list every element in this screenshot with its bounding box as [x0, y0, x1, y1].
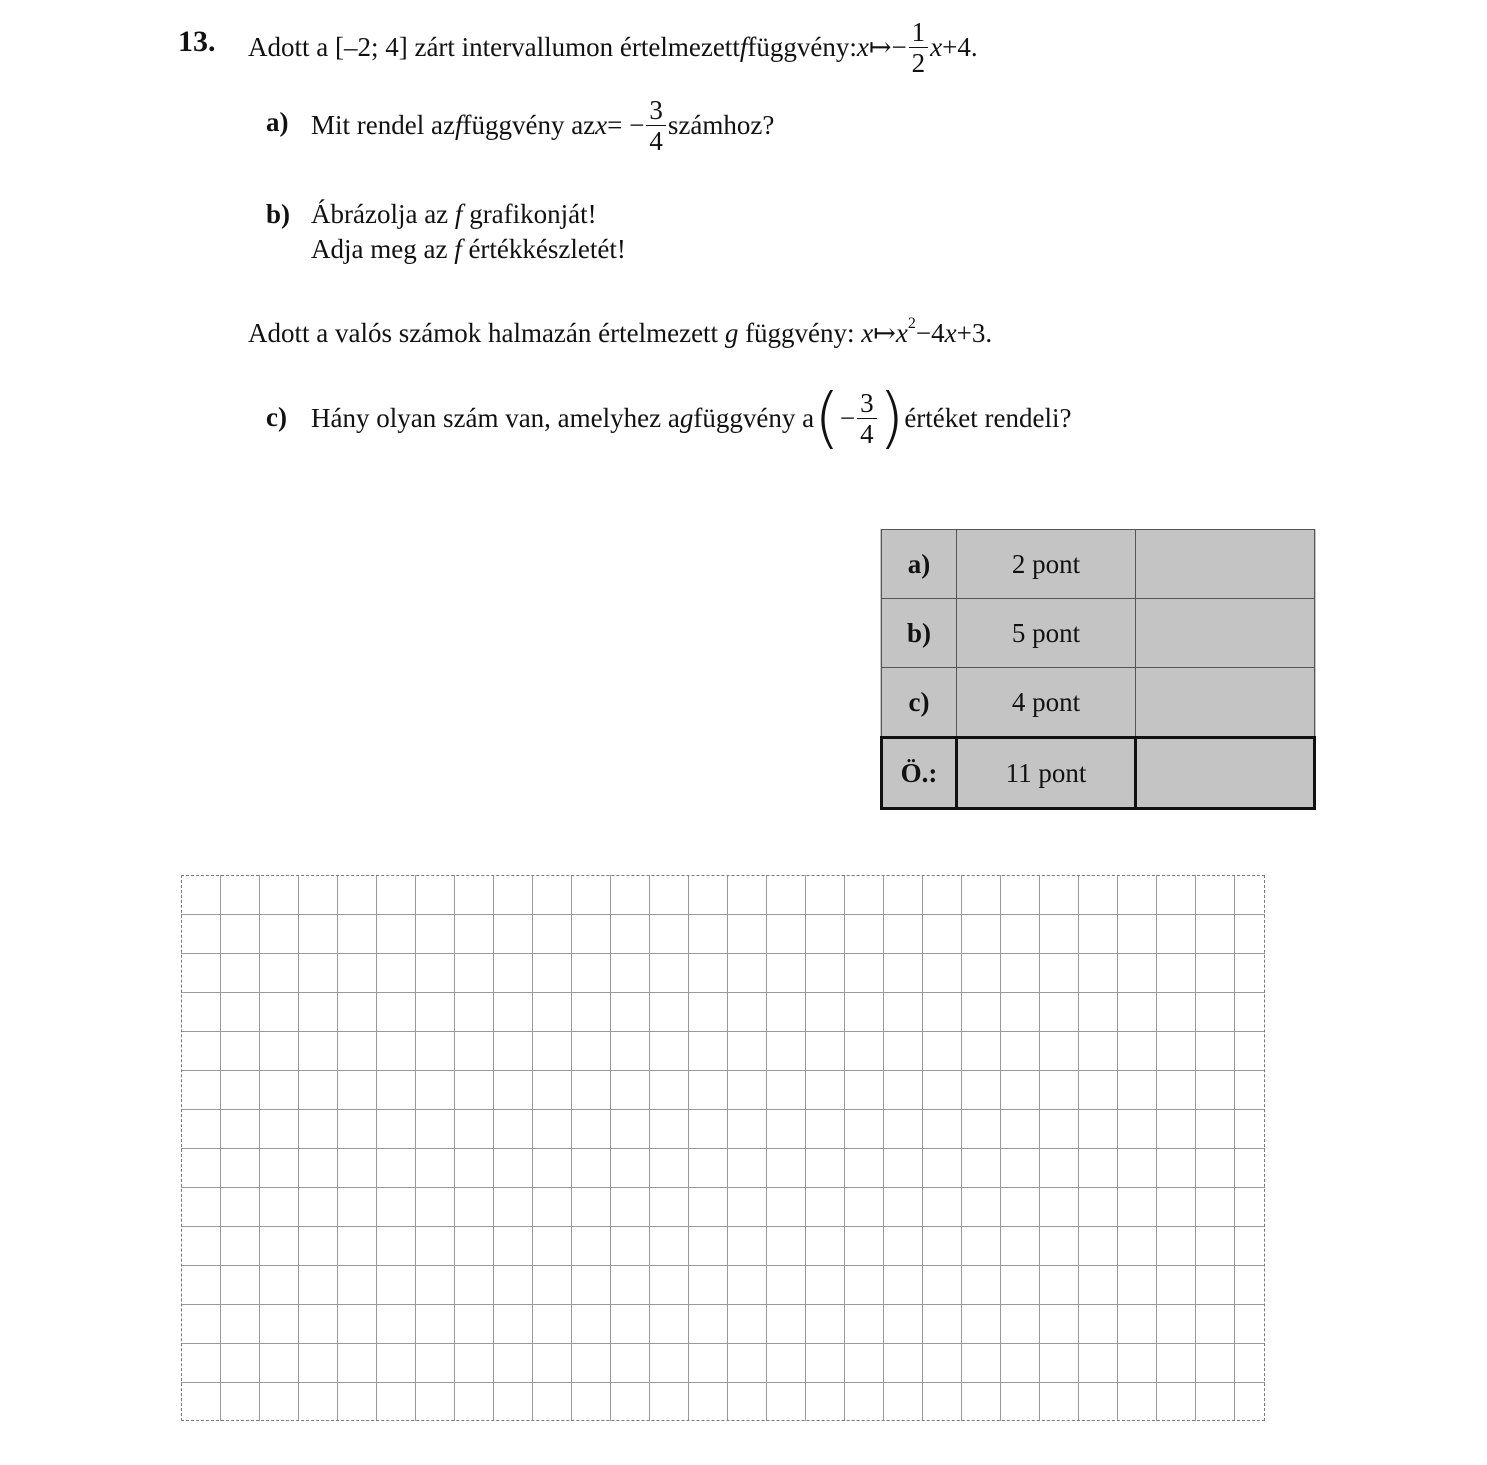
score-points: 5 pont	[957, 599, 1136, 668]
fraction-numerator: 3	[857, 388, 877, 419]
x-var-3: x	[944, 318, 957, 348]
score-row	[882, 668, 1315, 738]
g-constant: +3	[956, 318, 986, 348]
f-name: f	[454, 110, 463, 140]
part-a-text: Mit rendel az	[311, 110, 455, 140]
equals-minus: = −	[607, 110, 645, 140]
problem-number: 13.	[178, 25, 216, 58]
minus-sign: −	[891, 32, 907, 62]
minus-sign: −	[839, 403, 856, 433]
f-constant: +4	[942, 32, 971, 62]
part-a-label: a)	[266, 107, 289, 137]
score-part: a)	[882, 530, 957, 599]
f-name: f	[739, 32, 748, 62]
score-earned-cell[interactable]	[1136, 668, 1315, 738]
f-var-2: x	[930, 32, 943, 62]
x-var: x	[861, 318, 874, 348]
fraction-numerator: 1	[909, 17, 929, 48]
score-total-points: 11 pont	[957, 738, 1136, 809]
part-b-line-1-post: grafikonját!	[462, 199, 597, 229]
x-var-2: x	[895, 318, 908, 348]
part-a-tail: számhoz?	[667, 110, 775, 140]
fraction-denominator: 4	[860, 418, 874, 449]
f-period: .	[970, 32, 978, 62]
maps-to-symbol: ↦	[868, 32, 892, 62]
answer-grid[interactable]	[181, 875, 1265, 1421]
part-c-text: Hány olyan szám van, amelyhez a	[311, 403, 680, 433]
f-var: x	[856, 32, 869, 62]
part-b-line-1-pre: Ábrázolja az	[311, 199, 455, 229]
left-parenthesis: (	[814, 379, 840, 456]
g-intro-text-2: függvény:	[738, 318, 862, 348]
fraction-numerator: 3	[646, 95, 666, 126]
f-name: f	[454, 199, 463, 229]
part-c-tail: értéket rendeli?	[904, 403, 1072, 433]
right-parenthesis: )	[878, 379, 905, 456]
part-c-question	[311, 379, 1072, 456]
score-part: b)	[882, 599, 957, 668]
part-b-label: b)	[266, 199, 291, 229]
f-name: f	[454, 234, 462, 264]
maps-to-symbol: ↦	[873, 318, 896, 348]
g-period: .	[985, 318, 993, 348]
score-table	[880, 529, 1316, 810]
f-intro-text-2: függvény:	[747, 32, 857, 62]
score-row	[882, 599, 1315, 668]
f-intro-text: Adott a [–2; 4] zárt intervallumon értelmezett	[248, 32, 740, 62]
score-total-row	[882, 738, 1315, 809]
score-earned-cell[interactable]	[1136, 599, 1315, 668]
part-b-line-2-pre: Adja meg az	[311, 234, 455, 264]
part-c-text-2: függvény a	[693, 403, 815, 433]
score-points: 2 pont	[957, 530, 1136, 599]
fraction-three-quarters	[857, 388, 877, 449]
g-definition	[248, 308, 992, 349]
x-var: x	[595, 110, 608, 140]
fraction-three-quarters	[646, 95, 666, 156]
part-b-line-2-post: értékkészletét!	[461, 234, 626, 264]
g-linear-coeff: −4	[915, 318, 945, 348]
g-name: g	[679, 403, 694, 433]
score-part: c)	[882, 668, 957, 738]
fraction-denominator: 2	[911, 47, 926, 78]
exponent: 2	[907, 315, 916, 332]
part-b-line-1	[311, 198, 597, 230]
part-a-text-2: függvény az	[462, 110, 596, 140]
score-total-earned-cell[interactable]	[1136, 738, 1315, 809]
score-row	[882, 530, 1315, 599]
part-b-line-2	[311, 233, 626, 265]
part-c-label: c)	[266, 402, 287, 432]
score-total-label: Ö.:	[882, 738, 957, 809]
fraction-denominator: 4	[649, 125, 663, 156]
score-points: 4 pont	[957, 668, 1136, 738]
part-a-question	[311, 90, 774, 160]
fraction-one-half	[909, 17, 929, 78]
f-definition	[248, 12, 978, 82]
score-earned-cell[interactable]	[1136, 530, 1315, 599]
g-intro-text: Adott a valós számok halmazán értelmezett	[248, 318, 725, 348]
g-name: g	[724, 318, 739, 348]
